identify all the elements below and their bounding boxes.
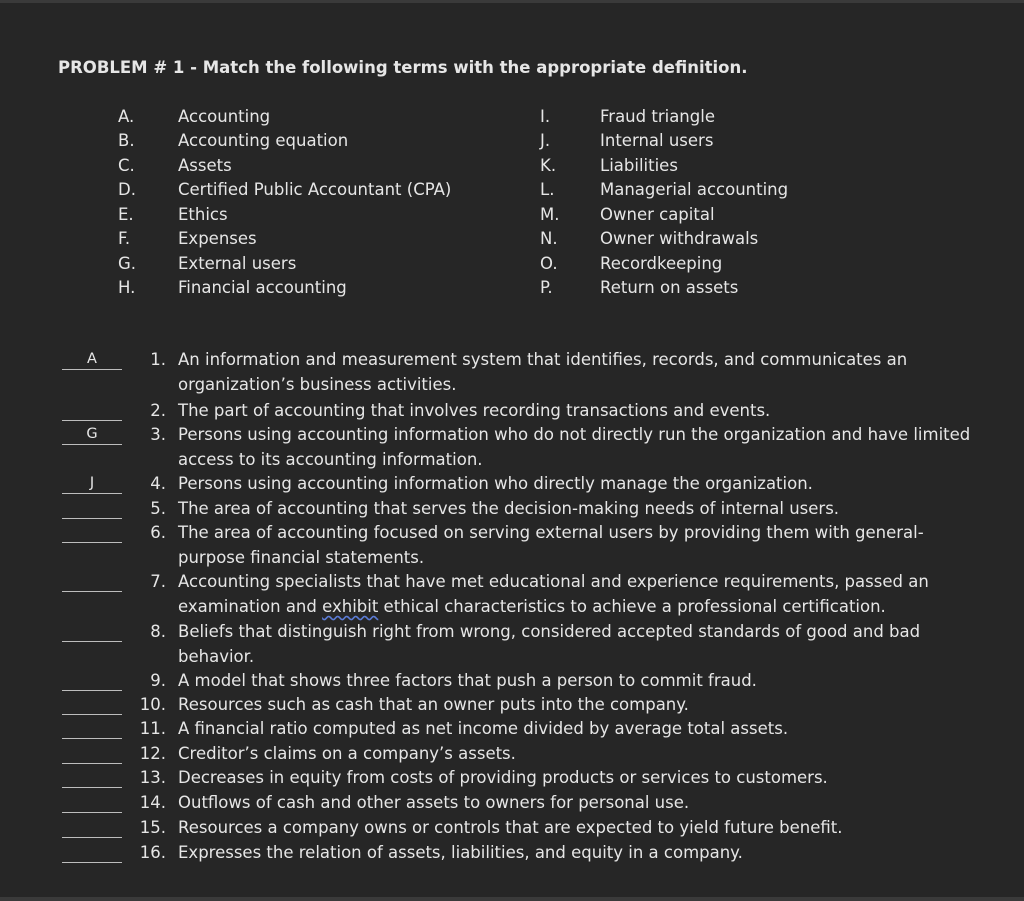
question-number: 16. bbox=[139, 843, 166, 862]
question-number: 6. bbox=[150, 523, 166, 542]
question-text: A model that shows three factors that push a person to commit fraud. bbox=[178, 671, 757, 690]
term-label: External users bbox=[178, 254, 297, 273]
term-label: Ethics bbox=[178, 205, 228, 224]
term-letter: A. bbox=[118, 107, 135, 126]
question-text: The area of accounting that serves the decision-making needs of internal users. bbox=[178, 499, 840, 518]
question-row bbox=[0, 744, 1024, 768]
question-row bbox=[0, 523, 1024, 547]
answer-blank[interactable] bbox=[62, 499, 122, 519]
term-letter: J. bbox=[540, 131, 551, 150]
term-letter: G. bbox=[118, 254, 137, 273]
question-text: Resources a company owns or controls that are expected to yield future benefit. bbox=[178, 818, 843, 837]
question-number: 10. bbox=[139, 695, 166, 714]
cont-after: ethical characteristics to achieve a professional certification. bbox=[378, 597, 886, 616]
cont-before: examination and bbox=[178, 597, 323, 616]
question-row bbox=[0, 768, 1024, 792]
question-text-continued: access to its accounting information. bbox=[178, 450, 483, 469]
question-text-continued: purpose financial statements. bbox=[178, 548, 425, 567]
answer-blank[interactable] bbox=[62, 622, 122, 642]
term-label: Managerial accounting bbox=[600, 180, 789, 199]
question-number: 3. bbox=[150, 425, 166, 444]
term-letter: O. bbox=[540, 254, 558, 273]
question-text: Creditor’s claims on a company’s assets. bbox=[178, 744, 516, 763]
question-row bbox=[0, 695, 1024, 719]
question-row bbox=[0, 425, 1024, 449]
spellcheck-flagged-word[interactable]: exhibit bbox=[322, 597, 379, 616]
question-number: 5. bbox=[150, 499, 166, 518]
question-row bbox=[0, 793, 1024, 817]
question-number: 7. bbox=[150, 572, 166, 591]
question-row bbox=[0, 350, 1024, 374]
question-text: Accounting specialists that have met educational and experience requirements, passed an bbox=[178, 572, 929, 591]
question-text-continued bbox=[178, 597, 886, 616]
term-letter: K. bbox=[540, 156, 557, 175]
answer-blank[interactable] bbox=[62, 671, 122, 691]
bottom-divider bbox=[0, 897, 1024, 901]
question-row bbox=[0, 622, 1024, 646]
term-label: Fraud triangle bbox=[600, 107, 715, 126]
term-label: Accounting bbox=[178, 107, 271, 126]
term-label: Return on assets bbox=[600, 278, 739, 297]
question-number: 2. bbox=[150, 401, 166, 420]
term-letter: I. bbox=[540, 107, 551, 126]
question-row bbox=[0, 843, 1024, 867]
problem-heading: PROBLEM # 1 - Match the following terms with the appropriate definition. bbox=[58, 58, 748, 77]
question-text-continued: behavior. bbox=[178, 647, 255, 666]
term-letter: H. bbox=[118, 278, 136, 297]
question-text: Persons using accounting information who directly manage the organization. bbox=[178, 474, 813, 493]
question-text-continued: organization’s business activities. bbox=[178, 375, 457, 394]
term-label: Owner capital bbox=[600, 205, 715, 224]
question-number: 8. bbox=[150, 622, 166, 641]
answer-blank[interactable] bbox=[62, 768, 122, 788]
term-letter: M. bbox=[540, 205, 560, 224]
question-number: 9. bbox=[150, 671, 166, 690]
term-label: Owner withdrawals bbox=[600, 229, 759, 248]
answer-blank[interactable] bbox=[62, 695, 122, 715]
term-label: Financial accounting bbox=[178, 278, 347, 297]
term-letter: P. bbox=[540, 278, 553, 297]
answer-blank[interactable]: J bbox=[62, 474, 122, 494]
question-number: 12. bbox=[139, 744, 166, 763]
question-text: Expresses the relation of assets, liabilities, and equity in a company. bbox=[178, 843, 743, 862]
term-label: Recordkeeping bbox=[600, 254, 723, 273]
answer-blank[interactable] bbox=[62, 572, 122, 592]
answer-blank[interactable]: G bbox=[62, 425, 122, 445]
top-divider bbox=[0, 0, 1024, 3]
answer-blank[interactable] bbox=[62, 523, 122, 543]
question-row bbox=[0, 818, 1024, 842]
question-text: Beliefs that distinguish right from wrong, considered accepted standards of good and bad bbox=[178, 622, 921, 641]
term-label: Assets bbox=[178, 156, 232, 175]
term-letter: D. bbox=[118, 180, 136, 199]
question-row bbox=[0, 671, 1024, 695]
question-row bbox=[0, 572, 1024, 596]
question-number: 11. bbox=[139, 719, 166, 738]
term-label: Accounting equation bbox=[178, 131, 349, 150]
term-letter: C. bbox=[118, 156, 135, 175]
question-text: Decreases in equity from costs of providing products or services to customers. bbox=[178, 768, 828, 787]
answer-blank[interactable] bbox=[62, 843, 122, 863]
question-text: The area of accounting focused on serving external users by providing them with general- bbox=[178, 523, 924, 542]
answer-blank[interactable] bbox=[62, 793, 122, 813]
question-text: A financial ratio computed as net income divided by average total assets. bbox=[178, 719, 789, 738]
answer-blank[interactable] bbox=[62, 744, 122, 764]
question-number: 13. bbox=[139, 768, 166, 787]
question-row bbox=[0, 474, 1024, 498]
term-letter: N. bbox=[540, 229, 558, 248]
question-text: The part of accounting that involves recording transactions and events. bbox=[178, 401, 771, 420]
answer-blank[interactable]: A bbox=[62, 350, 122, 370]
question-text: Persons using accounting information who do not directly run the organization and have limited bbox=[178, 425, 971, 444]
term-letter: B. bbox=[118, 131, 135, 150]
question-number: 1. bbox=[150, 350, 166, 369]
question-number: 15. bbox=[139, 818, 166, 837]
question-text: Resources such as cash that an owner puts into the company. bbox=[178, 695, 689, 714]
term-label: Liabilities bbox=[600, 156, 678, 175]
question-row bbox=[0, 719, 1024, 743]
term-label: Certified Public Accountant (CPA) bbox=[178, 180, 452, 199]
question-row bbox=[0, 401, 1024, 425]
term-label: Internal users bbox=[600, 131, 714, 150]
answer-blank[interactable] bbox=[62, 401, 122, 421]
question-row bbox=[0, 499, 1024, 523]
question-number: 4. bbox=[150, 474, 166, 493]
term-letter: F. bbox=[118, 229, 131, 248]
question-number: 14. bbox=[139, 793, 166, 812]
question-text: An information and measurement system that identifies, records, and communicates an bbox=[178, 350, 908, 369]
term-letter: E. bbox=[118, 205, 134, 224]
answer-blank[interactable] bbox=[62, 719, 122, 739]
term-label: Expenses bbox=[178, 229, 257, 248]
question-text: Outflows of cash and other assets to owners for personal use. bbox=[178, 793, 690, 812]
term-letter: L. bbox=[540, 180, 555, 199]
answer-blank[interactable] bbox=[62, 818, 122, 838]
